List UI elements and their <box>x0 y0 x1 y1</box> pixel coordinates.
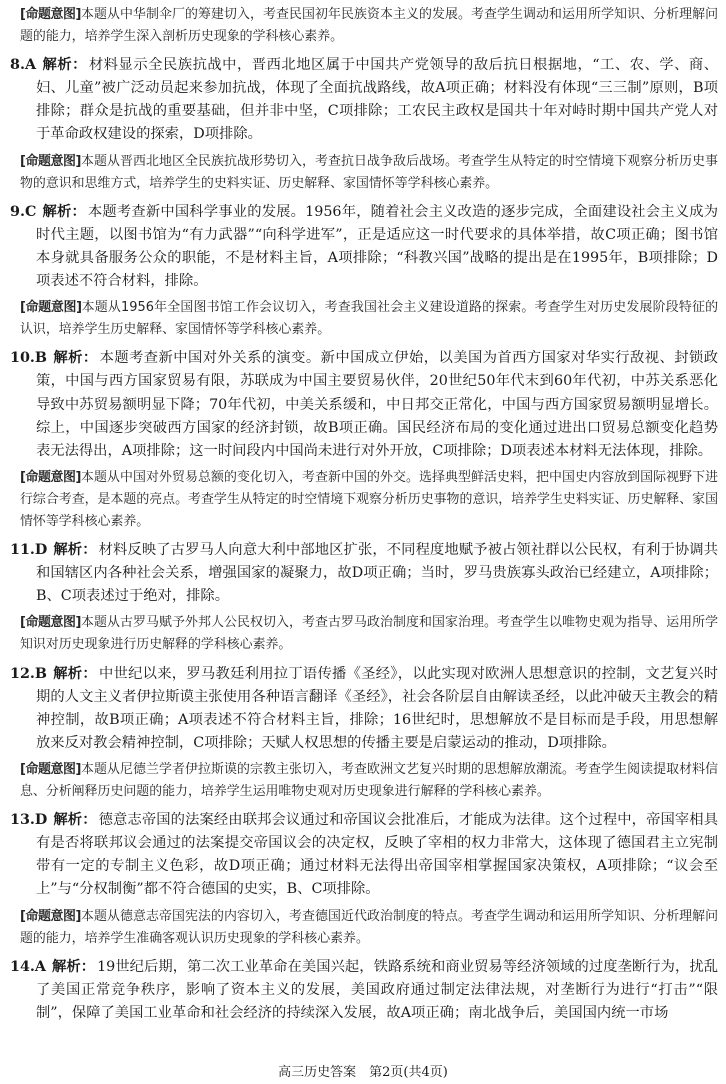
intent-tag: [命题意图] <box>20 615 81 631</box>
intent-tag: [命题意图] <box>20 300 82 316</box>
question-number: 13. <box>10 812 35 829</box>
intent-13 <box>20 906 718 950</box>
intent-12 <box>20 759 718 803</box>
analysis-text: 本题考查新中国科学事业的发展。1956年，随着社会主义改造的逐步完成，全面建设社会主义成为时代主题，以图书馆为“有力武器”“向科学进军”，正是适应这一时代要求的具体举措，故C项正确；图书馆本身就具备服务公众的职能，不是材料主旨，A项排除；“科教兴国”战略的提出是在1995年，B项排除；D项表述不符合材料，排除。 <box>36 203 718 290</box>
intent-tag: [命题意图] <box>20 469 81 485</box>
analysis-text: 材料反映了古罗马人向意大利中部地区扩张，不同程度地赋予被占领社群以公民权，有利于协调共和国辖区内各种社会关系，增强国家的凝聚力，故D项正确；当时，罗马贵族寡头政治已经建立，A项排除；B、C项表述过于绝对，排除。 <box>36 542 719 605</box>
intent-text: 本题从1956年全国图书馆工作会议切入，考查我国社会主义建设道路的探索。考查学生对历史发展阶段特征的认识，培养学生历史解释、家国情怀等学科核心素养。 <box>20 300 718 338</box>
question-10 <box>10 347 718 463</box>
intent-8 <box>20 151 718 195</box>
analysis-text: 19世纪后期，第二次工业革命在美国兴起，铁路系统和商业贸易等经济领域的过度垄断行为，扰乱了美国正常竞争秩序，影响了资本主义的发展，美国政府通过制定法律法规，对垄断行为进行“打击”“限制”，保障了美国工业革命和社会经济的持续深入发展，故A项正确；南北战争后，美国国内统一市场 <box>36 958 718 1021</box>
page-footer: 高三历史答案 第2页(共4页) <box>278 1065 448 1080</box>
question-8 <box>10 54 718 147</box>
analysis-label: 解析： <box>42 57 87 74</box>
analysis-label: 解析： <box>53 542 97 559</box>
question-number: 9. <box>10 203 25 220</box>
intent-text: 本题从中国对外贸易总额的变化切入，考查新中国的外交。选择典型鲜活史料，把中国史内容放到国际视野下进行综合考查，是本题的亮点。考查学生从特定的时空情境下观察分析历史事物的意识，培养学生史料实证、历史解释、家国情怀等学科核心素养。 <box>20 469 719 529</box>
intent-text: 本题从晋西北地区全民族抗战形势切入，考查抗日战争敌后战场。考查学生从特定的时空情境下观察分析历史事物的意识和思维方式，培养学生的史料实证、历史解释、家国情怀等学科核心素养。 <box>20 153 719 191</box>
analysis-text: 材料显示全民族抗战中，晋西北地区属于中国共产党领导的敌后抗日根据地，“工、农、学、商、妇、儿童”被广泛动员起来参加抗战，体现了全面抗战路线，故A项正确；材料没有体现“三三制”原则，B项排除；群众是抗战的重要基础，但并非中坚，C项排除；工农民主政权是国共十年对峙时期中国共产党人对于革命政权建设的探索，D项排除。 <box>36 57 718 143</box>
analysis-text: 本题考查新中国对外关系的演变。新中国成立伊始，以美国为首西方国家对华实行敌视、封锁政策，中国与西方国家贸易有限，苏联成为中国主要贸易伙伴，20世纪50年代末到60年代初，中苏关系恶化导致中苏贸易额明显下降；70年代初，中美关系缓和，中日邦交正常化，中国与西方国家贸易额明显增长。综上，中国逐步突破西方国家的经济封锁，故B项正确。国民经济布局的变化通过进出口贸易总额变化趋势表无法得出，A项排除；这一时间段内中国尚未进行对外开放，C项排除；D项表述本材料无法体现，排除。 <box>36 350 718 459</box>
intro-intent <box>20 4 718 48</box>
intent-tag: [命题意图] <box>20 762 81 778</box>
intent-tag: [命题意图] <box>20 7 81 22</box>
answer-letter: B <box>34 350 47 367</box>
question-number: 11. <box>10 542 35 559</box>
analysis-text: 德意志帝国的法案经由联邦会议通过和帝国议会批准后，才能成为法律。这个过程中，帝国宰相具有是否将联邦议会通过的法案提交帝国议会的决定权，反映了宰相的权力非常大，这体现了德国君主立宪制带有一定的专制主义色彩，故D项正确；通过材料无法得出帝国宰相掌握国家决策权，A项排除；“议会至上”与“分权制衡”都不符合德国的史实，B、C项排除。 <box>36 812 719 898</box>
question-11 <box>10 539 718 608</box>
intent-text: 本题从中华制伞厂的筹建切入，考查民国初年民族资本主义的发展。考查学生调动和运用所学知识、分析理解问题的能力，培养学生深入剖析历史现象的学科核心素养。 <box>20 7 719 45</box>
intent-text: 本题从古罗马赋予外邦人公民权切入，考查古罗马政治制度和国家治理。考查学生以唯物史观为指导、运用所学知识对历史现象进行历史解释的学科核心素养。 <box>20 615 719 653</box>
intent-text: 本题从德意志帝国宪法的内容切入，考查德国近代政治制度的特点。考查学生调动和运用所学知识、分析理解问题的能力，培养学生准确客观认识历史现象的学科核心素养。 <box>20 908 719 946</box>
answer-letter: C <box>24 203 37 220</box>
analysis-label: 解析： <box>51 958 96 975</box>
answer-letter: A <box>34 958 46 975</box>
answer-letter: D <box>34 542 48 559</box>
intent-9 <box>20 297 718 341</box>
answer-letter: A <box>24 57 37 74</box>
question-14 <box>10 956 718 1025</box>
analysis-label: 解析： <box>52 350 98 367</box>
analysis-label: 解析： <box>42 203 86 220</box>
question-9 <box>10 201 718 294</box>
answer-content <box>10 4 718 1025</box>
intent-text: 本题从尼德兰学者伊拉斯谟的宗教主张切入，考查欧洲文艺复兴时期的思想解放潮流。考查学生阅读提取材料信息、分析阐释历史问题的能力，培养学生运用唯物史观对历史现象进行解释的学科核心素养。 <box>20 762 719 800</box>
question-13 <box>10 809 718 902</box>
analysis-label: 解析： <box>53 812 97 829</box>
analysis-label: 解析： <box>52 665 97 682</box>
analysis-text: 中世纪以来，罗马教廷利用拉丁语传播《圣经》，以此实现对欧洲人思想意识的控制，文艺复兴时期的人文主义者伊拉斯谟主张使用各种语言翻译《圣经》，社会各阶层自由解读圣经，以此冲破天主教会的精神控制，故B项正确；A项表述不符合材料主旨，排除；16世纪时，思想解放不是目标而是手段，用思想解放来反对教会精神控制，C项排除；天赋人权思想的传播主要是启蒙运动的推动，D项排除。 <box>36 665 718 751</box>
answer-letter: D <box>34 812 48 829</box>
answer-letter: B <box>34 665 47 682</box>
question-number: 12. <box>10 665 35 682</box>
intent-tag: [命题意图] <box>20 153 81 169</box>
question-12 <box>10 663 718 756</box>
question-number: 14. <box>10 958 35 975</box>
intent-11 <box>20 612 718 656</box>
question-number: 10. <box>10 350 35 367</box>
intent-tag: [命题意图] <box>20 908 81 924</box>
intent-10 <box>20 467 718 533</box>
question-number: 8. <box>10 57 25 74</box>
